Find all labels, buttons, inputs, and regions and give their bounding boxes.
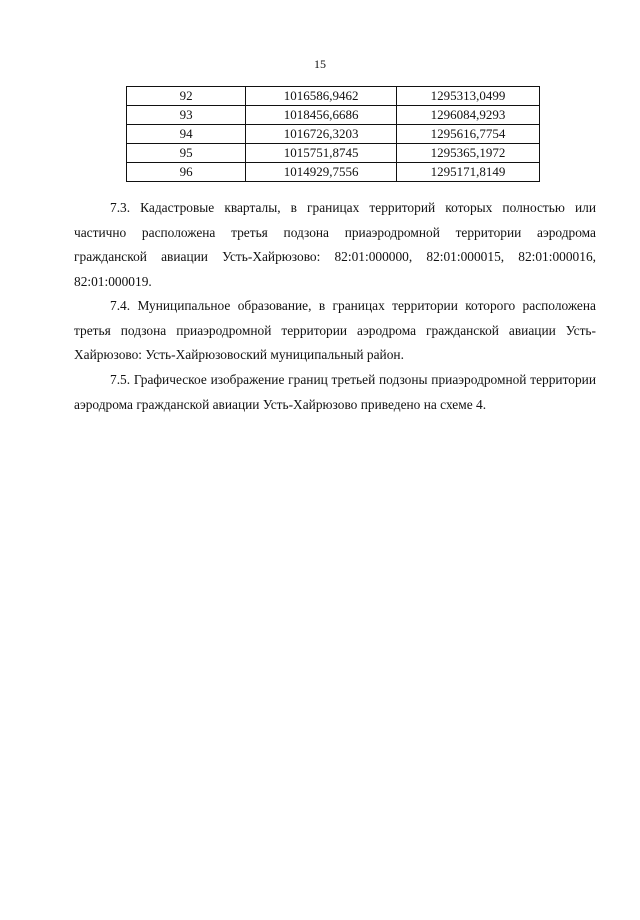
table-row [127,144,540,163]
y-coordinate-cell: 1296084,9293 [397,106,540,125]
x-coordinate-cell: 1016586,9462 [246,87,397,106]
point-number-cell: 94 [127,125,246,144]
x-coordinate-cell: 1014929,7556 [246,163,397,182]
page-number: 15 [314,57,326,71]
table-row [127,87,540,106]
y-coordinate-cell: 1295616,7754 [397,125,540,144]
table-row [127,163,540,182]
paragraph-7-4-municipality: 7.4. Муниципальное образование, в границах территории которого расположена третья подзона приаэродромной территории аэродрома гражданской авиации Усть-Хайрюзово: Усть-Хайрюзовоский муниципальный район. [74,298,596,362]
point-number-cell: 95 [127,144,246,163]
y-coordinate-cell: 1295365,1972 [397,144,540,163]
x-coordinate-cell: 1018456,6686 [246,106,397,125]
point-number-cell: 92 [127,87,246,106]
coordinates-table [126,86,540,182]
point-number-cell: 96 [127,163,246,182]
paragraph-7-5-graphic-scheme: 7.5. Графическое изображение границ третьей подзоны приаэродромной территории аэродрома гражданской авиации Усть-Хайрюзово приведено на схеме 4. [74,372,596,412]
table-row [127,125,540,144]
point-number-cell: 93 [127,106,246,125]
y-coordinate-cell: 1295313,0499 [397,87,540,106]
x-coordinate-cell: 1016726,3203 [246,125,397,144]
x-coordinate-cell: 1015751,8745 [246,144,397,163]
y-coordinate-cell: 1295171,8149 [397,163,540,182]
table-row [127,106,540,125]
paragraph-7-3-cadastral-quarters: 7.3. Кадастровые кварталы, в границах территорий которых полностью или частично расположена третья подзона приаэродромной территории аэродрома гражданской авиации Усть-Хайрюзово: 82:01:000000, 82:01:000015, 82:01:000016, 82:01:000019. [74,200,596,289]
